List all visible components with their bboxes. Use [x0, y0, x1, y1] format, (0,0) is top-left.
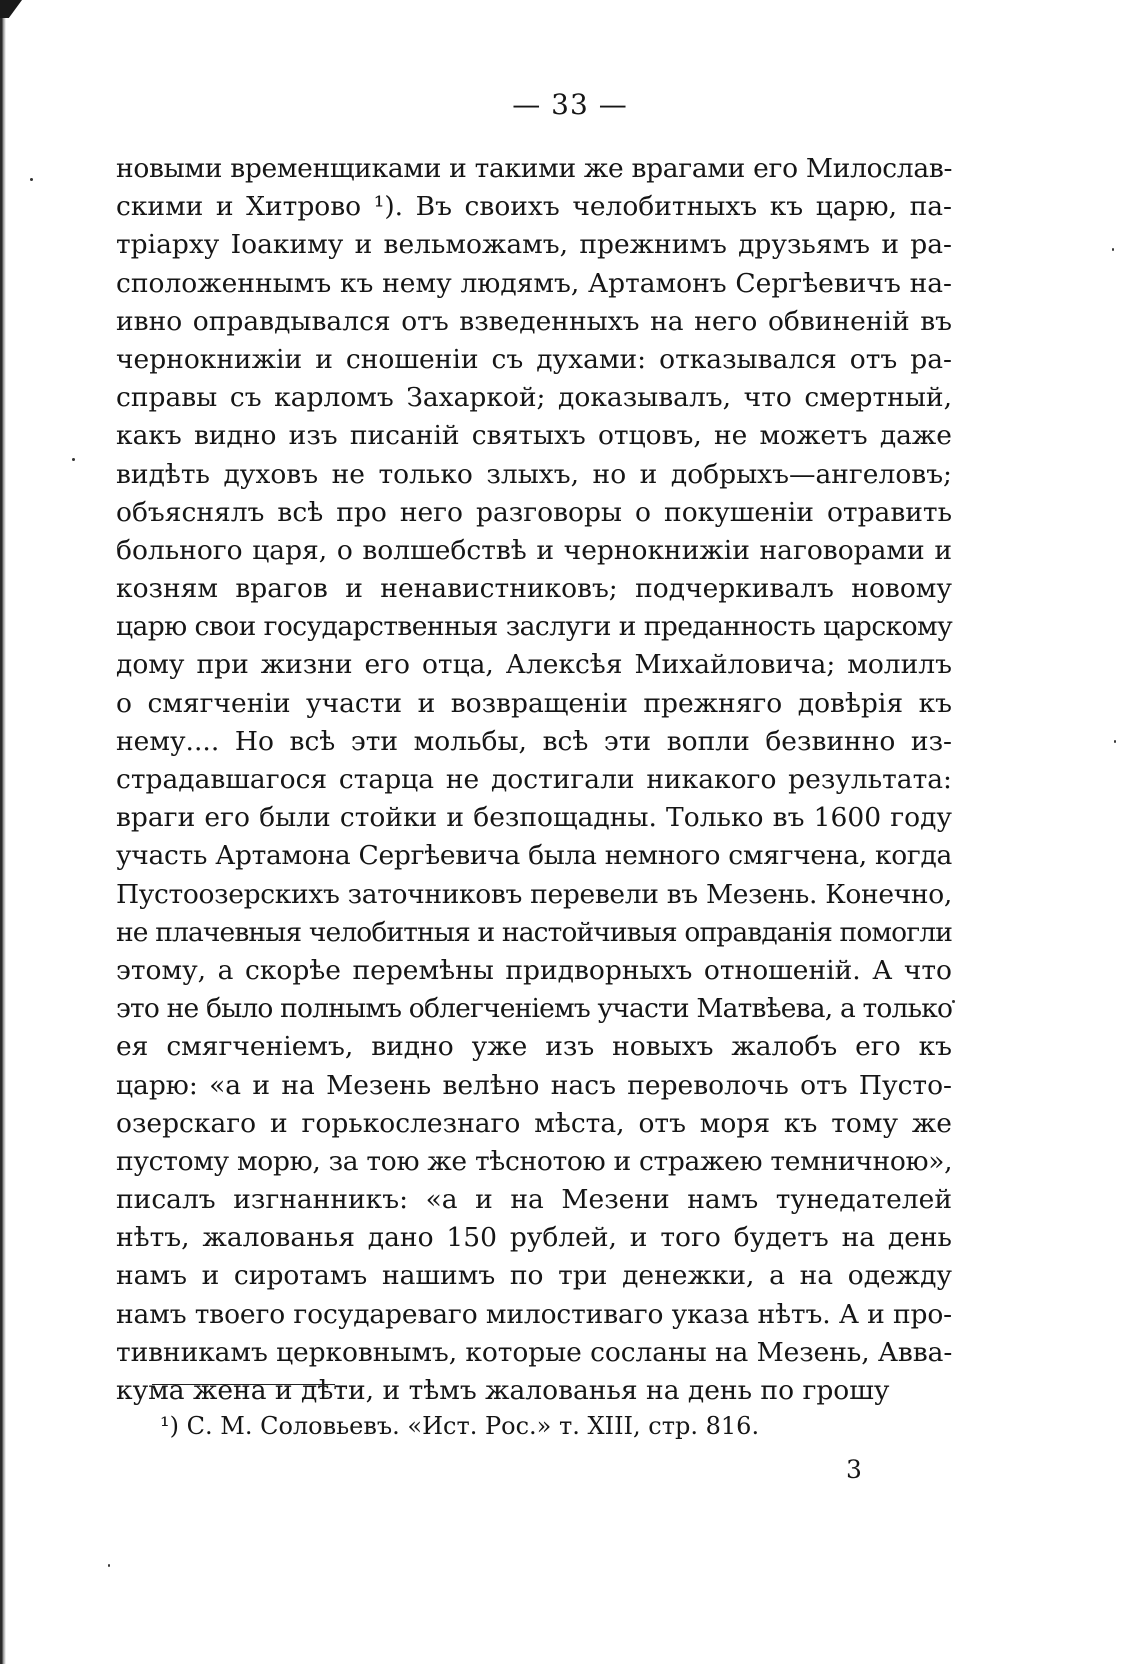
signature-mark: 3: [846, 1455, 862, 1484]
corner-mark: [0, 0, 22, 18]
text-line: тивникамъ церковнымъ, которые сосланы на Мезень, Авва-: [116, 1336, 953, 1368]
text-line: о смягченіи участи и возвращеніи прежняго довѣрія къ: [116, 687, 952, 719]
text-line: ея смягченіемъ, видно уже изъ новыхъ жалобъ его къ: [116, 1031, 952, 1063]
footnote-marker: ¹): [160, 1412, 179, 1440]
text-line: тріарху Іоакиму и вельможамъ, прежнимъ друзьямъ и ра-: [116, 229, 952, 261]
text-line: ивно оправдывался отъ взведенныхъ на него обвиненій въ: [116, 305, 952, 337]
footnote: [160, 1406, 759, 1446]
text-line: намъ твоего государеваго милостиваго указа нѣтъ. А и про-: [116, 1298, 952, 1330]
footnote-rule: [152, 1384, 335, 1385]
text-line: справы съ карломъ Захаркой; доказывалъ, что смертный,: [116, 382, 952, 414]
text-line: Пустоозерскихъ заточниковъ перевели въ Мезень. Конечно,: [116, 878, 952, 910]
text-line: дому при жизни его отца, Алексѣя Михайловича; молилъ: [116, 649, 952, 681]
text-line: это не было полнымъ облегченіемъ участи Матвѣева, а только: [116, 993, 953, 1025]
text-line: царю: «а и на Мезень велѣно насъ переволочь отъ Пусто-: [116, 1069, 952, 1101]
text-line: намъ и сиротамъ нашимъ по три денежки, а на одежду: [116, 1260, 952, 1292]
text-line: царю свои государственныя заслуги и преданность царскому: [116, 611, 953, 643]
text-line: кума жена и дѣти, и тѣмъ жалованья на день по грошу: [116, 1375, 890, 1406]
text-line: писалъ изгнанникъ: «а и на Мезени намъ тунедателей: [116, 1184, 952, 1216]
text-line: этому, а скорѣе перемѣны придворныхъ отношеній. А что: [116, 954, 952, 986]
text-line: объяснялъ всѣ про него разговоры о покушеніи отравить: [116, 496, 952, 528]
text-line: не плачевныя челобитныя и настойчивыя оправданія помогли: [116, 916, 952, 948]
speck: [952, 1000, 955, 1003]
text-line: видѣть духовъ не только злыхъ, но и добрыхъ—ангеловъ;: [116, 458, 952, 490]
text-line: нему.... Но всѣ эти мольбы, всѣ эти вопли безвинно из-: [116, 725, 952, 757]
text-line: сположеннымъ къ нему людямъ, Артамонъ Сергѣевичъ на-: [116, 267, 952, 299]
text-line: страдавшагося старца не достигали никакого результата:: [116, 764, 952, 795]
text-line: нѣтъ, жалованья дано 150 рублей, и того будетъ на день: [116, 1222, 952, 1254]
speck: [72, 458, 75, 461]
body-text: [116, 150, 952, 1410]
text-line: озерскаго и горькослезнаго мѣста, отъ моря къ тому же: [116, 1107, 952, 1139]
speck: [108, 1564, 110, 1567]
text-line: больного царя, о волшебствѣ и чернокнижіи наговорами и: [116, 534, 952, 566]
text-line: чернокнижіи и сношеніи съ духами: отказывался отъ ра-: [116, 343, 952, 375]
page-edge-shadow: [0, 0, 6, 1664]
text-line: козням врагов и ненавистниковъ; подчеркивалъ новому: [116, 573, 952, 605]
speck: [1114, 740, 1116, 743]
text-line: скими и Хитрово ¹). Въ своихъ челобитныхъ къ царю, па-: [116, 191, 952, 223]
text-line: участь Артамона Сергѣевича была немного смягчена, когда: [116, 840, 953, 872]
speck: [1112, 248, 1114, 251]
page-number-header: — 33 —: [512, 88, 628, 121]
footnote-text: С. М. Соловьевъ. «Ист. Рос.» т. XIII, стр. 816.: [186, 1412, 760, 1440]
text-line: новыми временщиками и такими же врагами его Милослав-: [116, 153, 953, 184]
text-line: пустому морю, за тою же тѣснотою и стражею темничною»,: [116, 1145, 953, 1177]
speck: [30, 178, 33, 181]
text-line: какъ видно изъ писаній святыхъ отцовъ, не можетъ даже: [116, 420, 952, 452]
text-line: враги его были стойки и безпощадны. Только въ 1600 году: [116, 802, 952, 834]
